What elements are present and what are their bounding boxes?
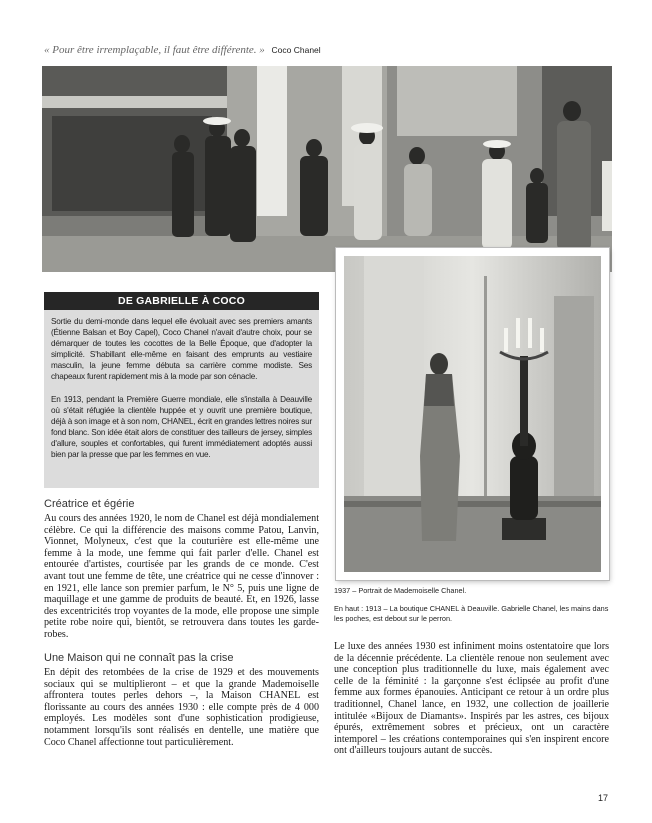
portrait-image — [344, 256, 601, 572]
photo-portrait-1937 — [336, 248, 609, 580]
column-body-luxe: Le luxe des années 1930 est infiniment moins ostentatoire que lors de la décennie précédente. La clientèle renoue non seulement avec une conception plus traditionnelle du luxe, mais également avec celle de la féminité : la garçonne s'est éclipsée au profit d'une femme aux formes épanouies. Anticipant ce retour à un ordre plus traditionnel, Chanel lance, en 1932, une collection de joaillerie intitulée «Bijoux de Diamants». Inspirés par les astres, ces bijoux épurés, extrêmement sobres et précieux, ont un caractère intemporel – les créations contemporaines qui s'en inspirent encore ont d'ailleurs toujours autant de succès. — [334, 641, 609, 757]
section-body-creatrice: Au cours des années 1920, le nom de Chanel est déjà mondialement célèbre. Ce qui la différencie des maisons comme Patou, Lanvin, Vionnet, Molyneux, c'est que la couturière est elle-même une femme à la mode, une femme qui fait parler d'elle. Chanel est entourée d'artistes, courtisée par les grands de ce monde. C'est avant tout une femme de tête, une créatrice qui ne cesse d'innover : en 1921, elle lance son premier parfum, le N° 5, puis une ligne de maquillage et une gamme de produits de beauté. Et, en 1926, lasse des excentricités trop voyantes de la mode, elle propose une simple petite robe noire qui, bientôt, se retrouvera dans toutes les garde-robes. — [44, 513, 319, 640]
sidebar-box — [44, 310, 319, 488]
page-number: 17 — [597, 793, 608, 803]
section-heading-creatrice: Créatrice et égérie — [44, 498, 135, 510]
caption-top-photo: En haut : 1913 – La boutique CHANEL à Deauville. Gabrielle Chanel, les mains dans les poches, est debout sur le perron. — [334, 604, 609, 623]
sidebar-paragraph-2: En 1913, pendant la Première Guerre mondiale, elle s'installa à Deauville où s'était réfugiée la clientèle huppée et y ouvrit une première boutique, déjà à son image et à son nom, CHANEL, écrit en grandes lettres noires sur fond blanc. Son idée était alors de constituer des tailleurs de jersey, simples d'allure, souples et confortables, qui furent immédiatement adoptés aussi bien par la presse que par les femmes en vue. — [51, 395, 312, 459]
epigraph-quote: « Pour être irremplaçable, il faut être différente. » — [44, 44, 265, 56]
section-body-crise: En dépit des retombées de la crise de 1929 et des mouvements sociaux qui se multiplieront – et que la grande Mademoiselle affrontera toutes perles dehors –, la Maison CHANEL est florissante au cours des années 1930 : elle compte près de 4 000 employés. Les modèles sont d'une sophistication prodigieuse, notamment lorsqu'ils sont réalisés en dentelle, une matière que Coco Chanel affectionne tout particulièrement. — [44, 667, 319, 748]
sidebar-title: DE GABRIELLE À COCO — [44, 292, 319, 310]
epigraph-author: Coco Chanel — [271, 45, 321, 55]
epigraph — [44, 44, 321, 56]
photo-deauville-boutique — [42, 66, 612, 272]
section-heading-crise: Une Maison qui ne connaît pas la crise — [44, 652, 234, 664]
sidebar-paragraph-1: Sortie du demi-monde dans lequel elle évoluait avec ses premiers amants (Étienne Balsan et Boy Capel), Coco Chanel n'avait d'autre choix, pour se démarquer de toutes les cocottes de la Belle Époque, que d'adopter la simplicité. S'habillant elle-même en faisant des emprunts au vestiaire masculin, la jeune femme débuta sa carrière comme modiste. Ses chapeaux furent rapidement mis à la mode par son cénacle. — [51, 317, 312, 381]
caption-portrait: 1937 – Portrait de Mademoiselle Chanel. — [334, 586, 467, 595]
